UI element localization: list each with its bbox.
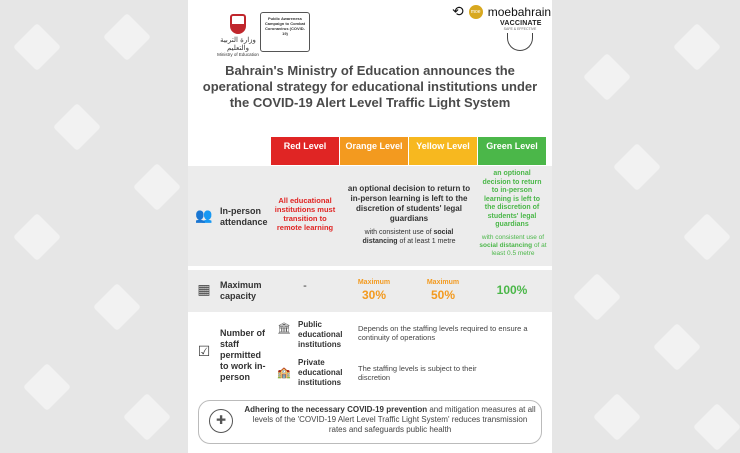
vaccinate-title: VACCINATE bbox=[500, 20, 542, 27]
note-suffix: of at least 1 metre bbox=[397, 238, 456, 245]
attendance-row bbox=[188, 166, 552, 266]
avatar[interactable]: moe bbox=[468, 4, 484, 20]
page-title: Bahrain's Ministry of Education announces the operational strategy for educational institutions under the COVID-19 Alert Level Traffic Light System bbox=[202, 63, 538, 110]
green-note-suffix: of at least 0.5 metre bbox=[491, 242, 547, 257]
students-icon: 👥 bbox=[195, 208, 213, 224]
public-school-icon: 🏛 bbox=[277, 322, 291, 335]
footer-note bbox=[198, 400, 542, 444]
level-header-red: Red Level bbox=[271, 137, 339, 165]
attendance-label: In-person attendance bbox=[220, 206, 268, 227]
green-note-prefix: with consistent use of bbox=[481, 234, 545, 241]
shield-icon bbox=[507, 33, 533, 51]
public-institutions-label: Public educational institutions bbox=[298, 320, 343, 349]
capacity-red-value: - bbox=[303, 280, 307, 292]
capacity-yellow-value: 50% bbox=[430, 288, 456, 302]
attendance-orange-yellow-text: an optional decision to return to in-person learning is left to the discretion of students' legal guardians bbox=[347, 184, 471, 223]
private-institutions-label: Private educational institutions bbox=[298, 358, 343, 387]
repost-icon[interactable]: ⟲ bbox=[452, 4, 464, 20]
capacity-icon: ▦ bbox=[197, 282, 211, 298]
public-institutions-desc: Depends on the staffing levels required to ensure a continuity of operations bbox=[358, 324, 528, 342]
footer-rest: and mitigation measures at all levels of the 'COVID-19 Alert Level Traffic Light System' reduces transmission rates and safeguards public health bbox=[252, 405, 536, 434]
level-header-green: Green Level bbox=[478, 137, 546, 165]
staff-icon: ☑ bbox=[197, 344, 211, 360]
green-note-bold: social distancing bbox=[479, 242, 533, 249]
infographic-card bbox=[188, 0, 552, 453]
ministry-name-ar: وزارة التربية والتعليم bbox=[220, 36, 256, 52]
repost-header[interactable] bbox=[452, 3, 551, 21]
footer-text bbox=[243, 405, 537, 435]
ministry-name-en: Ministry of Education bbox=[217, 52, 259, 57]
capacity-orange-label: Maximum bbox=[357, 279, 391, 286]
capacity-orange-value: 30% bbox=[361, 288, 387, 302]
vaccinate-badge bbox=[500, 20, 540, 60]
staff-row bbox=[188, 316, 552, 396]
capacity-yellow-label: Maximum bbox=[426, 279, 460, 286]
attendance-orange-yellow-note bbox=[348, 228, 470, 246]
prevention-icon: ✚ bbox=[209, 409, 233, 433]
private-institutions-desc: The staffing levels is subject to their discretion bbox=[358, 364, 477, 382]
ministry-logo bbox=[216, 14, 260, 57]
level-header-yellow: Yellow Level bbox=[409, 137, 477, 165]
capacity-label: Maximum capacity bbox=[220, 280, 262, 301]
staff-label: Number of staff permitted to work in-person bbox=[220, 328, 266, 382]
emblem-icon bbox=[230, 14, 246, 34]
note-bold: social distancing bbox=[362, 229, 454, 245]
private-school-icon: 🏫 bbox=[277, 366, 291, 379]
capacity-green-value: 100% bbox=[496, 283, 528, 297]
attendance-green-text: an optional decision to return to in-person learning is left to the discretion of students' legal guardians bbox=[482, 170, 542, 228]
repost-username[interactable]: moebahrain bbox=[487, 5, 552, 19]
capacity-row bbox=[188, 270, 552, 312]
attendance-green-note bbox=[478, 234, 548, 258]
campaign-badge: Public Awareness Campaign to Combat Coronavirus (COVID-19) bbox=[260, 12, 310, 52]
attendance-red-text: All educational institutions must transition to remote learning bbox=[274, 196, 336, 232]
note-prefix: with consistent use of bbox=[364, 229, 434, 236]
vaccinate-subtitle: SAFE & EFFECTIVE bbox=[503, 27, 537, 31]
footer-bold: Adhering to the necessary COVID-19 prevention bbox=[244, 405, 428, 414]
level-header-orange: Orange Level bbox=[340, 137, 408, 165]
